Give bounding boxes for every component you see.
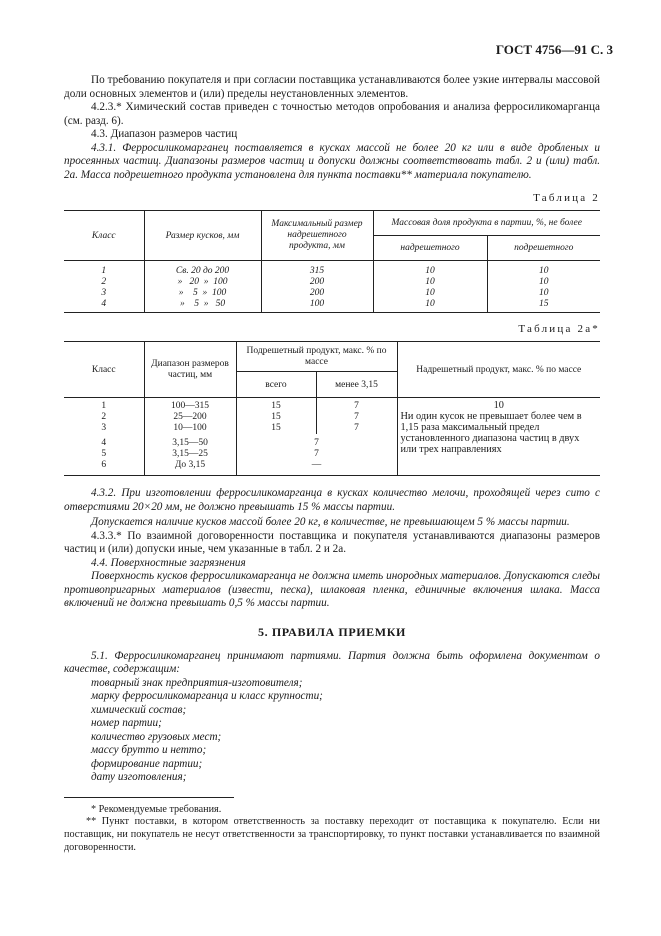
paragraph-4-3-2: 4.3.2. При изготовлении ферросиликомарганца в кусках количество мелочи, проходящей через сито с отверстиями 20×20 мм, не должно превышать 15 % массы партии. [64,487,600,513]
table-2a-cell: 15 [236,412,316,423]
quality-document-list [64,677,600,785]
paragraph-surface: Поверхность кусков ферросиликомарганца не должна иметь инородных материалов. Допускаются следы противопригарных материалов (извести, песка), шлаковая пленка, единичные включения шлака. Масса включений не должна превышать 0,5 % массы партии. [64,570,600,609]
list-item: марку ферросиликомарганца и класс крупности; [91,690,323,702]
table-2a-cell: 10—100 [144,423,236,434]
table-2-cell: 10 [373,261,487,278]
footnote-1: * Рекомендуемые требования. [91,803,222,815]
table-2a-over-cell [397,398,600,476]
table-2-header-class: Класс [64,211,144,261]
table-2a-header-range: Диапазон размеров частиц, мм [144,342,236,398]
table-2-cell: » 5 » 50 [144,299,261,313]
list-item: массу брутто и нетто; [91,744,207,756]
table-2-cell: 10 [373,277,487,288]
paragraph-4-3-3: 4.3.3.* По взаимной договоренности поставщика и покупателя устанавливаются диапазоны размеров частиц и (или) допуски иные, чем указанные в табл. 2 и 2а. [64,529,600,555]
paragraph-4-3: 4.3. Диапазон размеров частиц [91,128,238,140]
table-2-cell: 15 [539,299,549,309]
list-item: количество грузовых мест; [91,730,222,743]
table-2a-cell: До 3,15 [144,460,236,476]
table-2-caption: Таблица 2 [533,192,600,204]
footnote-2: ** Пункт поставки, в котором ответственность за поставку переходит от поставщика к покупателю. Если ни поставщик, ни покупатель не несут ответственности за транспортировку, то пункт поставки устанавливается по взаимной договоренности. [64,816,600,853]
table-2-cell: 1 [64,261,144,278]
list-item: формирование партии; [91,757,203,770]
table-2a-over-note: Ни один кусок не превышает более чем в 1,15 раза максимальный предел установленного диапазона частиц в двух или трех направлениях [400,411,582,455]
list-item: номер партии; [91,717,162,729]
footnote-divider [64,797,234,798]
table-2a-header-under-max: Подрешетный продукт, макс. % по массе [236,342,397,372]
table-2-cell: 10 [539,288,549,298]
table-2-cell: 315 [261,261,373,278]
paragraph-intervals: По требованию покупателя и при согласии поставщика устанавливаются более узкие интервалы массовой доли основных элементов и (или) пределы неустановленных элементов. [64,74,600,100]
table-2a-header-less-3-15: менее 3,15 [316,372,397,398]
section-5-title: 5. ПРАВИЛА ПРИЕМКИ [258,624,406,639]
table-2 [64,210,600,313]
paragraph-4-3-1: 4.3.1. Ферросиликомарганец поставляется в кусках массой не более 20 кг или в виде дробленых и просеянных частиц. Диапазоны размеров частиц и допуски должны соответствовать табл. 2 и (или) табл. 2а. Масса подрешетного продукта установлена для пункта поставки** материала покупателю. [64,141,600,181]
paragraph-5-1: 5.1. Ферросиликомарганец принимают партиями. Партия должна быть оформлена документом о качестве, содержащим: [64,649,600,675]
table-2a-cell: 6 [64,460,144,476]
table-2-cell: 10 [373,288,487,299]
table-2-header-max-over: Максимальный размер надрешетного продукта, мм [261,211,373,261]
document-body [64,74,600,855]
table-row [64,261,600,278]
table-2a-cell: 15 [236,398,316,413]
table-2a-header-class: Класс [64,342,144,398]
table-2-cell: 2 [64,277,144,288]
table-2-cell: Св. 20 до 200 [144,261,261,278]
table-2a-caption: Таблица 2а* [518,323,600,335]
table-2a-cell: 100—315 [144,398,236,413]
table-2a-header-total: всего [236,372,316,398]
table-row [64,288,600,299]
table-2-header-under: подрешетного [487,236,600,261]
table-2a-cell: 3 [64,423,144,434]
table-2-cell: 10 [539,277,549,287]
table-row [64,277,600,288]
paragraph-4-2-3: 4.2.3.* Химический состав приведен с точностью методов опробования и анализа ферросиликомарганца (см. разд. 6). [64,101,600,127]
list-item: дату изготовления; [91,771,187,783]
table-2a-header-over-max: Надрешетный продукт, макс. % по массе [397,342,600,398]
table-2-header-mass-share: Массовая доля продукта в партии, %, не более [373,211,600,236]
table-2a-cell: 3,15—50 [144,434,236,449]
table-2a-cell: 4 [64,434,144,449]
table-2a-cell: 7 [316,423,397,434]
table-2a-cell: 7 [316,412,397,423]
paragraph-allowed-pieces: Допускается наличие кусков массой более 20 кг, в количестве, не превышающем 5 % массы партии. [91,516,570,528]
table-2a-cell: 25—200 [144,412,236,423]
table-2a-cell: 2 [64,412,144,423]
list-item: химический состав; [91,703,187,716]
table-2-cell: 3 [64,288,144,299]
table-2a-cell: 3,15—25 [144,449,236,460]
table-2a-cell: 15 [236,423,316,434]
table-2-cell: 10 [539,266,549,276]
list-item: товарный знак предприятия-изготовителя; [91,676,303,689]
table-2-cell: 4 [64,299,144,313]
table-2a-over-value: 10 [493,400,504,411]
table-2a-cell: 5 [64,449,144,460]
table-2a-cell: 7 [236,434,397,449]
table-2a-cell: 7 [316,398,397,413]
table-2-cell: 200 [261,288,373,299]
table-2-cell: » 20 » 100 [144,277,261,288]
paragraph-4-4: 4.4. Поверхностные загрязнения [91,556,246,569]
table-2a-cell: 7 [236,449,397,460]
table-2-cell: 10 [373,299,487,313]
table-2a-cell: 1 [64,398,144,413]
table-2a-cell: — [236,460,397,476]
table-2-cell: 100 [261,299,373,313]
table-2-header-over: надрешетного [373,236,487,261]
table-2a [64,341,600,476]
table-row [64,398,600,413]
table-row [64,299,600,313]
table-2-header-size: Размер кусков, мм [144,211,261,261]
page-header: ГОСТ 4756—91 С. 3 [495,42,613,57]
table-2-cell: 200 [261,277,373,288]
table-2-cell: » 5 » 100 [144,288,261,299]
